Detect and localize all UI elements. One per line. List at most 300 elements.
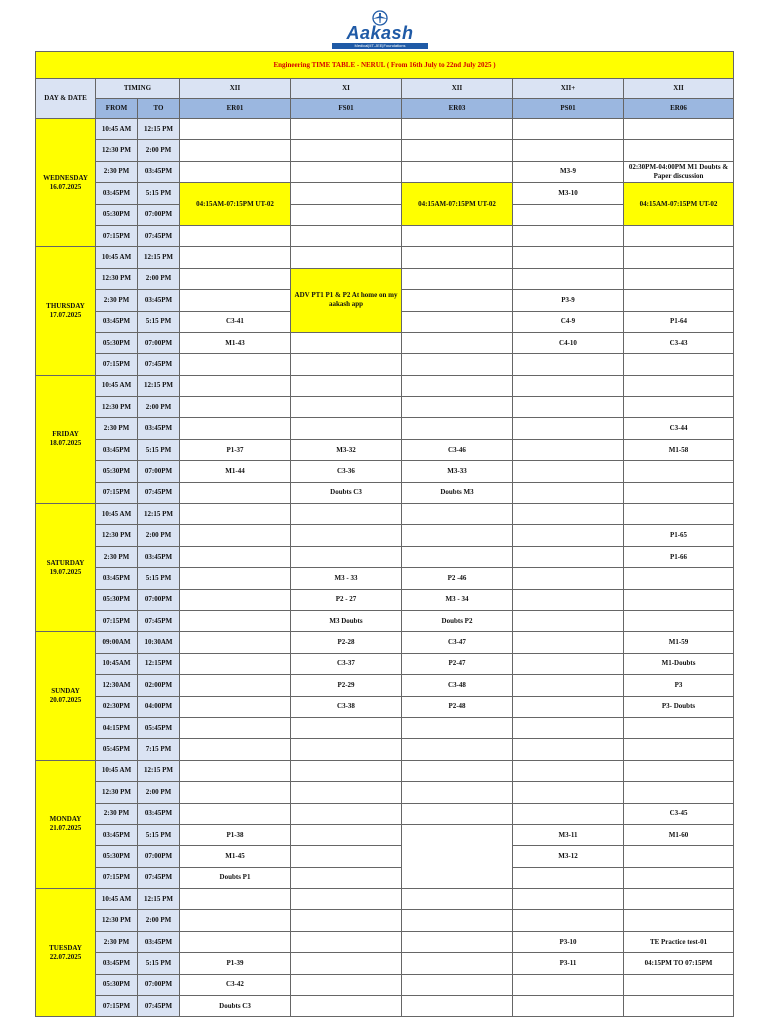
schedule-cell: P1-65 [624,525,734,546]
slot-from: 12:30 PM [96,910,138,931]
day-cell [36,760,96,888]
slot-to: 5:15 PM [138,439,180,460]
schedule-cell [624,140,734,161]
schedule-cell [513,739,624,760]
slot-to: 2:00 PM [138,268,180,289]
schedule-cell [513,803,624,824]
schedule-cell [291,247,402,268]
schedule-cell [180,225,291,246]
schedule-cell [180,760,291,781]
slot-to: 5:15 PM [138,953,180,974]
schedule-cell [291,375,402,396]
schedule-cell [402,119,513,140]
slot-from: 10:45 AM [96,889,138,910]
slot-to: 04:00PM [138,696,180,717]
slot-to: 5:15 PM [138,568,180,589]
timetable-title: Engineering TIME TABLE - NERUL ( From 16th July to 22nd July 2025 ) [36,52,734,79]
slot-from: 2:30 PM [96,418,138,439]
schedule-cell [291,354,402,375]
schedule-cell [513,782,624,803]
slot-to: 07:00PM [138,974,180,995]
slot-from: 05:30PM [96,974,138,995]
schedule-cell [513,610,624,631]
slot-to: 07:00PM [138,204,180,225]
schedule-cell [513,397,624,418]
schedule-cell [513,717,624,738]
schedule-cell [180,354,291,375]
schedule-cell [624,974,734,995]
class-header-er01: XII [180,79,291,99]
room-header-er03: ER03 [402,99,513,119]
schedule-cell: P3 [624,675,734,696]
schedule-cell [624,568,734,589]
schedule-cell [513,696,624,717]
slot-to: 07:00PM [138,332,180,353]
schedule-cell: M1-43 [180,332,291,353]
schedule-cell [402,290,513,311]
schedule-cell [513,461,624,482]
slot-to: 5:15 PM [138,183,180,204]
schedule-cell [624,268,734,289]
schedule-cell [291,953,402,974]
schedule-cell [402,268,513,289]
schedule-cell [402,525,513,546]
schedule-cell [513,974,624,995]
schedule-cell [291,397,402,418]
schedule-cell [513,760,624,781]
schedule-cell [291,996,402,1017]
schedule-cell: M3-11 [513,824,624,845]
slot-to: 07:00PM [138,846,180,867]
timing-header: TIMING [96,79,180,99]
schedule-cell [513,119,624,140]
schedule-cell [624,782,734,803]
slot-to: 03:45PM [138,803,180,824]
schedule-cell: M3 Doubts [291,610,402,631]
logo-tagline: Medical|IIT-JEE|Foundations [332,43,428,49]
schedule-cell: 04:15PM TO 07:15PM [624,953,734,974]
day-cell [36,632,96,760]
slot-to: 02:00PM [138,675,180,696]
schedule-cell [180,290,291,311]
slot-from: 12:30 PM [96,397,138,418]
schedule-cell [180,675,291,696]
schedule-cell [402,996,513,1017]
schedule-cell [402,717,513,738]
schedule-cell [513,268,624,289]
schedule-cell [402,504,513,525]
class-header-fs01: XI [291,79,402,99]
schedule-cell: M1-58 [624,439,734,460]
schedule-cell [291,717,402,738]
schedule-cell [624,247,734,268]
schedule-cell [180,632,291,653]
schedule-cell [291,760,402,781]
slot-from: 05:30PM [96,846,138,867]
slot-to: 10:30AM [138,632,180,653]
schedule-cell [291,846,402,867]
schedule-cell [291,225,402,246]
schedule-cell: C3-44 [624,418,734,439]
schedule-cell [402,311,513,332]
schedule-cell: C3-38 [291,696,402,717]
schedule-cell: M3-32 [291,439,402,460]
schedule-cell [180,119,291,140]
unit-test-cell: 04:15AM-07:15PM UT-02 [624,183,734,226]
day-cell [36,375,96,503]
slot-to: 03:45PM [138,418,180,439]
schedule-cell: C3-36 [291,461,402,482]
schedule-cell [513,589,624,610]
schedule-cell [180,910,291,931]
schedule-cell: C3-41 [180,311,291,332]
schedule-cell [624,461,734,482]
schedule-cell [513,225,624,246]
slot-to: 07:45PM [138,996,180,1017]
schedule-cell [180,589,291,610]
slot-from: 03:45PM [96,568,138,589]
schedule-cell: P3-9 [513,290,624,311]
schedule-cell: P1-66 [624,546,734,567]
schedule-cell [624,482,734,503]
schedule-cell [513,653,624,674]
slot-to: 03:45PM [138,290,180,311]
schedule-cell [513,632,624,653]
slot-from: 05:30PM [96,589,138,610]
schedule-cell [513,204,624,225]
slot-to: 07:45PM [138,482,180,503]
schedule-cell [291,546,402,567]
slot-from: 07:15PM [96,354,138,375]
day-date: 22.07.2025 [49,952,82,961]
day-name: MONDAY [49,815,82,824]
slot-to: 12:15 PM [138,889,180,910]
schedule-cell [624,846,734,867]
schedule-cell: C3-48 [402,675,513,696]
schedule-cell [402,974,513,995]
schedule-cell [513,568,624,589]
schedule-cell [513,375,624,396]
slot-to: 12:15 PM [138,760,180,781]
schedule-cell: C4-10 [513,332,624,353]
day-name: WEDNESDAY [43,173,88,182]
schedule-cell [180,696,291,717]
schedule-cell [180,482,291,503]
schedule-cell: P1-39 [180,953,291,974]
schedule-cell: P2 - 27 [291,589,402,610]
schedule-cell [513,910,624,931]
schedule-cell [291,824,402,845]
schedule-cell [624,589,734,610]
schedule-cell: Doubts M3 [402,482,513,503]
schedule-cell [291,332,402,353]
slot-from: 12:30 PM [96,525,138,546]
schedule-cell: C3-42 [180,974,291,995]
slot-from: 03:45PM [96,439,138,460]
schedule-cell [291,974,402,995]
slot-from: 2:30 PM [96,931,138,952]
schedule-cell: C3-45 [624,803,734,824]
schedule-cell [180,717,291,738]
schedule-cell [180,247,291,268]
schedule-cell: M1-60 [624,824,734,845]
day-date: 19.07.2025 [49,567,82,576]
schedule-cell [624,910,734,931]
slot-from: 05:30PM [96,461,138,482]
schedule-cell: Doubts C3 [291,482,402,503]
slot-from: 10:45 AM [96,247,138,268]
schedule-cell: P1-64 [624,311,734,332]
schedule-cell [624,867,734,888]
slot-from: 12:30 PM [96,782,138,803]
day-date: 18.07.2025 [49,439,82,448]
slot-to: 2:00 PM [138,910,180,931]
slot-from: 10:45 AM [96,375,138,396]
schedule-cell [291,782,402,803]
schedule-cell [624,119,734,140]
schedule-cell: P3-10 [513,931,624,952]
schedule-cell [291,867,402,888]
room-header-er06: ER06 [624,99,734,119]
room-header-er01: ER01 [180,99,291,119]
unit-test-cell: 04:15AM-07:15PM UT-02 [402,183,513,226]
schedule-cell: P2-29 [291,675,402,696]
schedule-cell: C3-46 [402,439,513,460]
schedule-cell [291,119,402,140]
schedule-cell [402,953,513,974]
slot-from: 10:45AM [96,653,138,674]
schedule-cell [291,739,402,760]
schedule-cell: P2-47 [402,653,513,674]
schedule-cell [513,525,624,546]
schedule-cell [513,439,624,460]
schedule-cell [180,161,291,182]
day-name: SATURDAY [46,558,85,567]
slot-to: 5:15 PM [138,311,180,332]
aakash-logo [330,10,430,50]
schedule-cell [180,268,291,289]
schedule-cell [291,161,402,182]
slot-from: 12:30 PM [96,268,138,289]
schedule-cell [402,824,513,888]
schedule-cell [291,204,402,225]
schedule-cell: M3-33 [402,461,513,482]
schedule-cell: Doubts P1 [180,867,291,888]
slot-from: 07:15PM [96,225,138,246]
schedule-cell: M1-59 [624,632,734,653]
schedule-cell [513,504,624,525]
schedule-cell: P2 -46 [402,568,513,589]
slot-from: 04:15PM [96,717,138,738]
slot-from: 05:30PM [96,204,138,225]
day-date: 16.07.2025 [49,182,82,191]
slot-from: 07:15PM [96,610,138,631]
schedule-cell [513,675,624,696]
slot-to: 07:00PM [138,589,180,610]
schedule-cell [624,375,734,396]
slot-to: 7:15 PM [138,739,180,760]
slot-from: 07:15PM [96,867,138,888]
day-date: 20.07.2025 [49,696,82,705]
slot-to: 12:15 PM [138,504,180,525]
schedule-cell [513,354,624,375]
schedule-cell [513,247,624,268]
schedule-cell [624,610,734,631]
schedule-cell [402,140,513,161]
schedule-cell [624,996,734,1017]
schedule-cell [402,247,513,268]
day-date: 17.07.2025 [49,311,82,320]
class-header-er03: XII [402,79,513,99]
schedule-cell: M3 - 34 [402,589,513,610]
schedule-cell: M3-12 [513,846,624,867]
schedule-cell: P2-48 [402,696,513,717]
slot-to: 12:15 PM [138,247,180,268]
slot-to: 2:00 PM [138,782,180,803]
schedule-cell [180,653,291,674]
slot-from: 05:30PM [96,332,138,353]
class-header-ps01: XII+ [513,79,624,99]
slot-from: 12:30 PM [96,140,138,161]
schedule-cell: C4-9 [513,311,624,332]
slot-to: 05:45PM [138,717,180,738]
slot-from: 10:45 AM [96,119,138,140]
day-cell [36,889,96,1017]
schedule-cell: M1-45 [180,846,291,867]
day-date: 21.07.2025 [49,824,82,833]
schedule-cell [180,931,291,952]
schedule-cell [402,161,513,182]
schedule-cell [402,225,513,246]
schedule-cell [402,760,513,781]
adv-pt-cell: ADV PT1 P1 & P2 At home on my aakash app [291,268,402,332]
schedule-cell [180,525,291,546]
day-name: THURSDAY [46,302,85,311]
schedule-cell [513,889,624,910]
schedule-cell [180,803,291,824]
schedule-cell [402,375,513,396]
unit-test-cell: 04:15AM-07:15PM UT-02 [180,183,291,226]
schedule-cell [402,354,513,375]
schedule-cell [513,996,624,1017]
schedule-cell: Doubts P2 [402,610,513,631]
schedule-cell [291,418,402,439]
slot-to: 2:00 PM [138,397,180,418]
slot-from: 07:15PM [96,996,138,1017]
schedule-cell [180,418,291,439]
schedule-cell: Doubts C3 [180,996,291,1017]
schedule-cell [624,760,734,781]
schedule-cell [624,225,734,246]
schedule-cell [624,397,734,418]
schedule-cell [180,739,291,760]
schedule-cell [402,397,513,418]
slot-from: 02:30PM [96,696,138,717]
slot-from: 05:45PM [96,739,138,760]
slot-from: 12:30AM [96,675,138,696]
slot-from: 03:45PM [96,953,138,974]
schedule-cell [402,739,513,760]
slot-from: 03:45PM [96,824,138,845]
schedule-cell [291,140,402,161]
logo-brand-text: Aakash [346,23,414,43]
schedule-cell [291,910,402,931]
slot-from: 09:00AM [96,632,138,653]
slot-to: 03:45PM [138,931,180,952]
slot-to: 07:45PM [138,354,180,375]
day-name: TUESDAY [49,943,82,952]
day-cell [36,247,96,375]
slot-to: 07:00PM [138,461,180,482]
schedule-cell [402,931,513,952]
schedule-cell [402,910,513,931]
schedule-cell [180,610,291,631]
slot-from: 2:30 PM [96,161,138,182]
slot-to: 12:15PM [138,653,180,674]
schedule-cell [291,183,402,204]
schedule-cell [402,782,513,803]
slot-to: 07:45PM [138,867,180,888]
schedule-cell [180,782,291,803]
schedule-cell [291,889,402,910]
slot-from: 03:45PM [96,311,138,332]
schedule-cell: 02:30PM-04:00PM M1 Doubts & Paper discussion [624,161,734,182]
schedule-cell [402,418,513,439]
schedule-cell [180,546,291,567]
schedule-cell: C3-43 [624,332,734,353]
slot-from: 07:15PM [96,482,138,503]
schedule-cell [180,140,291,161]
schedule-cell [291,803,402,824]
schedule-cell [402,889,513,910]
schedule-cell: C3-47 [402,632,513,653]
slot-to: 2:00 PM [138,525,180,546]
day-cell [36,119,96,247]
schedule-cell [180,375,291,396]
schedule-cell: P3- Doubts [624,696,734,717]
slot-from: 03:45PM [96,183,138,204]
schedule-cell [180,397,291,418]
schedule-cell: M1-Doubts [624,653,734,674]
schedule-cell [402,546,513,567]
slot-to: 03:45PM [138,161,180,182]
slot-from: 10:45 AM [96,504,138,525]
to-header: TO [138,99,180,119]
schedule-cell [180,889,291,910]
from-header: FROM [96,99,138,119]
schedule-cell [624,504,734,525]
schedule-cell [180,568,291,589]
schedule-cell: M3-10 [513,183,624,204]
schedule-cell: P1-37 [180,439,291,460]
slot-to: 12:15 PM [138,119,180,140]
schedule-cell [291,525,402,546]
slot-to: 03:45PM [138,546,180,567]
day-date-header: DAY & DATE [36,79,96,119]
schedule-cell: P3-11 [513,953,624,974]
schedule-cell: C3-37 [291,653,402,674]
schedule-cell: P1-38 [180,824,291,845]
schedule-cell [513,867,624,888]
schedule-cell [291,504,402,525]
schedule-cell [402,332,513,353]
schedule-cell [513,418,624,439]
schedule-cell [513,482,624,503]
schedule-cell: M1-44 [180,461,291,482]
slot-to: 07:45PM [138,225,180,246]
schedule-cell: TE Practice test-01 [624,931,734,952]
slot-to: 07:45PM [138,610,180,631]
